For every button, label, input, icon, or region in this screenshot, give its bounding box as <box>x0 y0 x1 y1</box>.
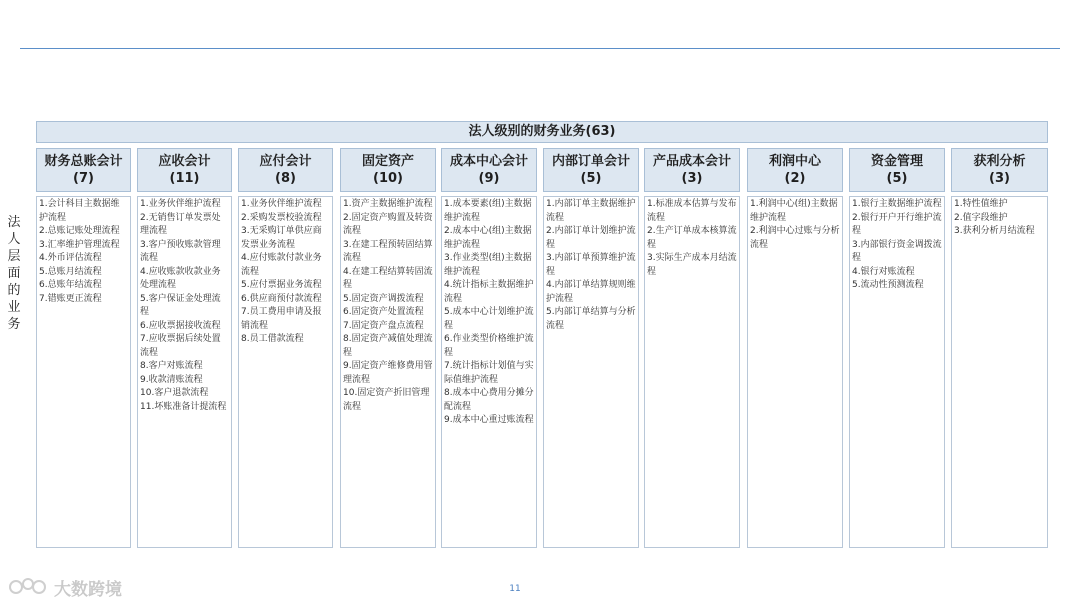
process-item: 8.固定资产减值处理流程 <box>343 334 433 358</box>
process-item: 2.生产订单成本核算流程 <box>647 226 737 250</box>
column-header <box>441 148 537 192</box>
process-item: 1.业务伙伴维护流程 <box>241 199 322 209</box>
column-count: (7) <box>73 171 94 186</box>
section-banner: 法人级别的财务业务(63) <box>36 121 1048 143</box>
process-item: 4.在建工程结算转固流程 <box>343 266 433 290</box>
process-item: 2.无销售订单发票处理流程 <box>140 212 221 236</box>
process-item: 1.特性值维护 <box>954 199 1008 209</box>
column-body <box>951 196 1048 548</box>
process-item: 3.在建工程预转固结算流程 <box>343 239 433 263</box>
process-item: 6.总账年结流程 <box>39 280 102 290</box>
column-header <box>340 148 436 192</box>
process-item: 3.汇率维护管理流程 <box>39 239 120 250</box>
process-item: 5.固定资产调拨流程 <box>343 293 424 304</box>
column-body <box>137 196 232 548</box>
column-body <box>36 196 131 548</box>
column-count: (9) <box>478 171 500 186</box>
column-count: (5) <box>886 171 908 186</box>
page-number: 11 <box>509 584 521 594</box>
column-body <box>747 196 843 548</box>
watermark <box>8 574 148 600</box>
process-item: 1.银行主数据维护流程 <box>852 199 942 209</box>
column-body <box>644 196 740 548</box>
process-item: 2.银行开户开行维护流程 <box>852 212 942 236</box>
column-title: 财务总账会计 <box>44 154 123 169</box>
process-item: 7.员工费用申请及报销流程 <box>241 307 322 331</box>
process-item: 3.内部订单预算维护流程 <box>546 253 636 277</box>
process-item: 3.内部银行资金调拨流程 <box>852 239 942 263</box>
process-item: 1.资产主数据维护流程 <box>343 199 433 209</box>
process-item: 3.获利分析月结流程 <box>954 226 1035 236</box>
process-item: 3.客户预收账款管理流程 <box>140 239 221 263</box>
process-item: 2.总账记账处理流程 <box>39 226 120 236</box>
process-item: 9.成本中心重过账流程 <box>444 415 534 425</box>
process-item: 4.内部订单结算规则维护流程 <box>546 280 636 304</box>
column-title: 应付会计 <box>259 154 312 169</box>
process-item: 10.客户退款流程 <box>140 388 209 398</box>
process-item: 1.会计科目主数据维护流程 <box>39 199 120 223</box>
process-item: 4.外币评估流程 <box>39 253 102 263</box>
process-item: 4.应付账款付款业务流程 <box>241 253 322 277</box>
process-item: 6.固定资产处置流程 <box>343 307 424 317</box>
top-rule <box>20 48 1060 49</box>
process-item: 5.流动性预测流程 <box>852 280 924 290</box>
column-header <box>137 148 232 192</box>
process-item: 8.客户对账流程 <box>140 361 203 371</box>
process-item: 6.应收票据接收流程 <box>140 320 221 331</box>
process-item: 2.值字段维护 <box>954 212 1008 223</box>
process-item: 7.统计指标计划值与实际值维护流程 <box>444 361 534 385</box>
column-body <box>543 196 639 548</box>
process-item: 9.收款清账流程 <box>140 374 203 385</box>
column-body <box>441 196 537 548</box>
process-item: 11.坏账准备计提流程 <box>140 401 227 412</box>
column-count: (10) <box>373 171 403 186</box>
column-header <box>543 148 639 192</box>
process-item: 1.利润中心(组)主数据维护流程 <box>750 199 838 223</box>
side-label: 法人层面的业务 <box>7 215 21 332</box>
column-count: (11) <box>169 171 200 186</box>
process-item: 6.供应商预付款流程 <box>241 293 322 304</box>
process-item: 6.作业类型价格维护流程 <box>444 334 534 358</box>
process-item: 5.内部订单结算与分析流程 <box>546 307 636 331</box>
column-count: (3) <box>989 171 1010 186</box>
column-title: 资金管理 <box>870 154 923 169</box>
column-title: 利润中心 <box>768 154 821 169</box>
process-item: 4.银行对账流程 <box>852 266 915 277</box>
column-header <box>951 148 1048 192</box>
process-item: 5.应付票据业务流程 <box>241 280 322 290</box>
column-header <box>36 148 131 192</box>
process-item: 2.采购发票校验流程 <box>241 212 322 223</box>
process-item: 1.成本要素(组)主数据维护流程 <box>444 199 532 223</box>
process-item: 2.利润中心过账与分析流程 <box>750 226 840 250</box>
watermark-logo-icon <box>8 576 48 598</box>
process-item: 7.错账更正流程 <box>39 293 102 304</box>
process-item: 5.成本中心计划维护流程 <box>444 307 534 331</box>
column-body <box>340 196 436 548</box>
column-title: 产品成本会计 <box>652 154 731 169</box>
column-header <box>849 148 945 192</box>
process-item: 3.实际生产成本月结流程 <box>647 253 737 277</box>
watermark-text: 大数跨境 <box>54 579 122 600</box>
column-count: (8) <box>275 171 296 186</box>
process-item: 2.内部订单计划维护流程 <box>546 226 636 250</box>
process-item: 1.内部订单主数据维护流程 <box>546 199 636 223</box>
column-header <box>747 148 843 192</box>
column-title: 成本中心会计 <box>449 154 528 169</box>
process-item: 3.无采购订单供应商发票业务流程 <box>241 226 322 250</box>
process-item: 2.成本中心(组)主数据维护流程 <box>444 226 532 250</box>
column-title: 应收会计 <box>158 154 211 169</box>
process-item: 4.统计指标主数据维护流程 <box>444 280 534 304</box>
column-title: 内部订单会计 <box>551 154 630 169</box>
column-count: (5) <box>580 171 602 186</box>
column-body <box>849 196 945 548</box>
process-item: 7.固定资产盘点流程 <box>343 320 424 331</box>
column-header <box>238 148 333 192</box>
column-title: 获利分析 <box>973 154 1026 169</box>
process-item: 5.客户保证金处理流程 <box>140 293 221 317</box>
column-count: (2) <box>784 171 806 186</box>
column-body <box>238 196 333 548</box>
process-item: 8.成本中心费用分摊分配流程 <box>444 388 534 412</box>
process-item: 9.固定资产维修费用管理流程 <box>343 361 433 385</box>
column-title: 固定资产 <box>361 154 414 169</box>
column-header <box>644 148 740 192</box>
process-item: 10.固定资产折旧管理流程 <box>343 388 430 412</box>
process-item: 8.员工借款流程 <box>241 334 304 344</box>
column-count: (3) <box>681 171 703 186</box>
process-item: 2.固定资产购置及转资流程 <box>343 212 433 236</box>
process-item: 1.业务伙伴维护流程 <box>140 199 221 209</box>
process-item: 1.标准成本估算与发布流程 <box>647 199 737 223</box>
process-item: 3.作业类型(组)主数据维护流程 <box>444 253 532 277</box>
process-item: 7.应收票据后续处置流程 <box>140 334 221 358</box>
process-item: 5.总账月结流程 <box>39 266 102 277</box>
process-item: 4.应收账款收款业务处理流程 <box>140 266 221 290</box>
